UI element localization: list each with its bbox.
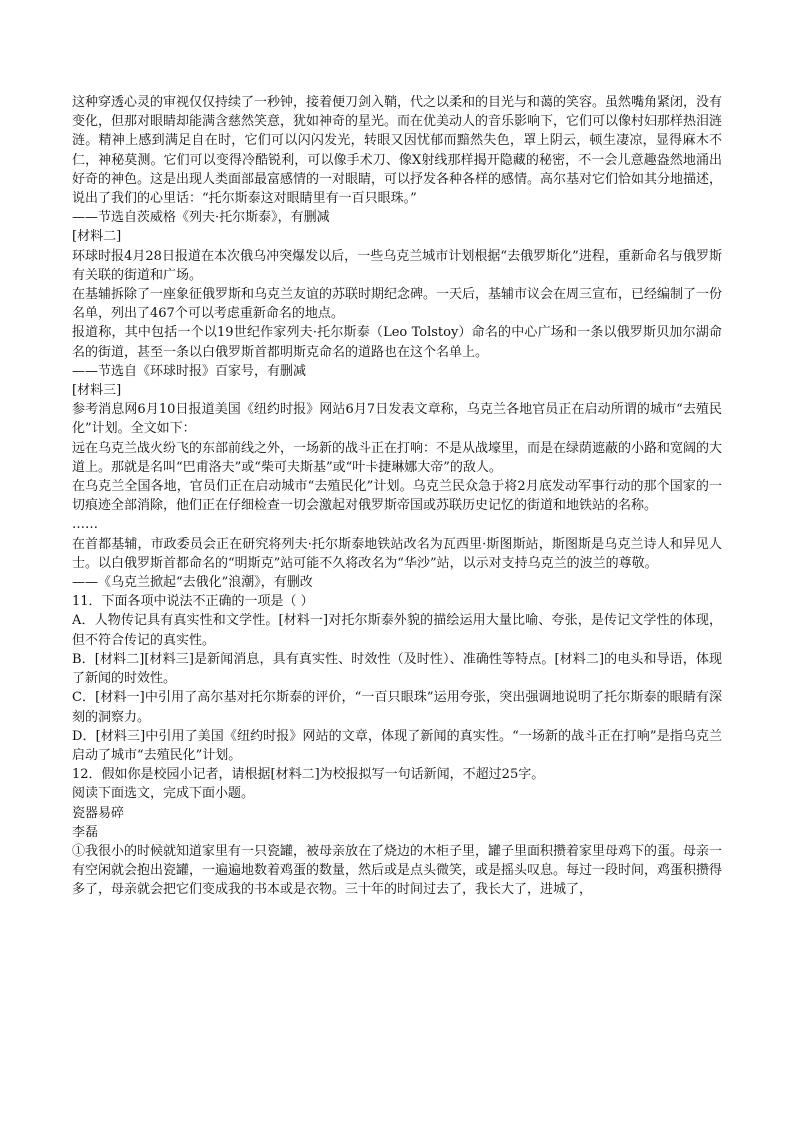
question-11-option-a: A．人物传记具有真实性和文学性。[材料一]对托尔斯泰外貌的描绘运用大量比喻、夸张，是传记文学性的体现，但不符合传记的真实性。 xyxy=(72,613,722,648)
heading-material-three: [材料三] xyxy=(72,383,122,399)
document-page xyxy=(72,93,722,900)
ellipsis: …… xyxy=(72,517,98,533)
paragraph-material-two-3: 报道称，其中包括一个以19世纪作家列夫·托尔斯泰（Leo Tolstoy）命名的中心广场和一条以俄罗斯贝加尔湖命名的街道，甚至一条以白俄罗斯首都明斯克命名的道路也在这个名单上。 xyxy=(72,325,722,360)
paragraph-portrait-excerpt: 这种穿透心灵的审视仅仅持续了一秒钟，接着便刀剑入鞘，代之以柔和的目光与和蔼的笑容。虽然嘴角紧闭，没有变化，但那对眼睛却能满含慈然笑意，犹如神奇的星光。而在优美动人的音乐影响下，它们可以像村妇那样热泪涟涟。精神上感到满足自在时，它们可以闪闪发光，转眼又因忧郁而黯然失色，罩上阴云，顿生凄凉，显得麻木不仁，神秘莫测。它们可以变得冷酷锐利，可以像手术刀、像X射线那样揭开隐藏的秘密，不一会儿意趣盎然地涌出好奇的神色。这是出现人类面部最富感情的一对眼睛，可以抒发各种各样的感情。高尔基对它们恰如其分地描述，说出了我们的心里话：“托尔斯泰这对眼睛里有一百只眼珠。” xyxy=(72,95,723,207)
article-paragraph-1: ①我很小的时候就知道家里有一只瓷罐，被母亲放在了烧边的木柜子里，罐子里面积攒着家里母鸡下的蛋。母亲一有空闲就会抱出瓷罐，一遍遍地数着鸡蛋的数量，然后或是点头微笑，或是摇头叹息。每过一段时间，鸡蛋积攒得多了，母亲就会把它们变成我的书本或是衣物。三十年的时间过去了，我长大了，进城了， xyxy=(72,843,723,898)
source-note-material-three: ——《乌克兰掀起“去俄化”浪潮》，有删改 xyxy=(72,575,313,591)
paragraph-material-three-2: 远在乌克兰战火纷飞的东部前线之外，一场新的战斗正在打响：不是从战壕里，而是在绿荫遮蔽的小路和宽阔的大道上。那就是名叫“巴甫洛夫”或“柴可夫斯基”或“叶卡捷琳娜大帝”的敌人。 xyxy=(72,440,723,475)
source-note-material-one: ——节选自茨威格《列夫·托尔斯泰》，有删减 xyxy=(72,210,330,226)
paragraph-material-three-3: 在乌克兰全国各地，官员们正在启动城市“去殖民化”计划。乌克兰民众急于将2月底发动军事行动的那个国家的一切痕迹全部消除，他们正在仔细检查一切会激起对俄罗斯帝国或苏联历史记忆的街道和地铁站的名称。 xyxy=(72,479,722,514)
reading-instruction: 阅读下面选文，完成下面小题。 xyxy=(72,786,255,802)
article-author: 李磊 xyxy=(72,824,99,840)
paragraph-material-three-1: 参考消息网6月10日报道美国《纽约时报》网站6月7日发表文章称，乌克兰各地官员正在启动所谓的城市“去殖民化”计划。全文如下： xyxy=(72,402,722,437)
question-11: 11．下面各项中说法不正确的一项是（ ） xyxy=(72,594,314,610)
heading-material-two: [材料二] xyxy=(72,229,122,245)
question-11-option-c: C．[材料一]中引用了高尔基对托尔斯泰的评价，“一百只眼珠”运用夸张，突出强调地说明了托尔斯泰的眼睛有深刻的洞察力。 xyxy=(72,690,722,725)
question-12: 12．假如你是校园小记者，请根据[材料二]为校报拟写一句话新闻，不超过25字。 xyxy=(72,767,545,783)
paragraph-material-two-2: 在基辅拆除了一座象征俄罗斯和乌克兰友谊的苏联时期纪念碑。一天后，基辅市议会在周三宣布，已经编制了一份名单，列出了467个可以考虑重新命名的地点。 xyxy=(72,287,723,322)
question-11-option-d: D．[材料三]中引用了美国《纽约时报》网站的文章，体现了新闻的真实性。“一场新的战斗正在打响”是指乌克兰启动了城市“去殖民化”计划。 xyxy=(72,728,722,763)
paragraph-material-three-4: 在首都基辅，市政委员会正在研究将列夫·托尔斯泰地铁站改名为瓦西里·斯图斯站，斯图斯是乌克兰诗人和异见人士。以白俄罗斯首都命名的“明斯克”站可能不久将改名为“华沙”站，以示对支持乌克兰的波兰的尊敬。 xyxy=(72,536,722,571)
question-11-option-b: B．[材料二][材料三]是新闻消息，具有真实性、时效性（及时性）、准确性等特点。[材料二]的电头和导语，体现了新闻的时效性。 xyxy=(72,651,722,687)
article-title: 瓷器易碎 xyxy=(72,805,125,821)
source-note-material-two: ——节选自《环球时报》百家号，有删减 xyxy=(72,363,307,379)
paragraph-material-two-1: 环球时报4月28日报道在本次俄乌冲突爆发以后，一些乌克兰城市计划根据“去俄罗斯化”进程，重新命名与俄罗斯有关联的街道和广场。 xyxy=(72,248,722,283)
